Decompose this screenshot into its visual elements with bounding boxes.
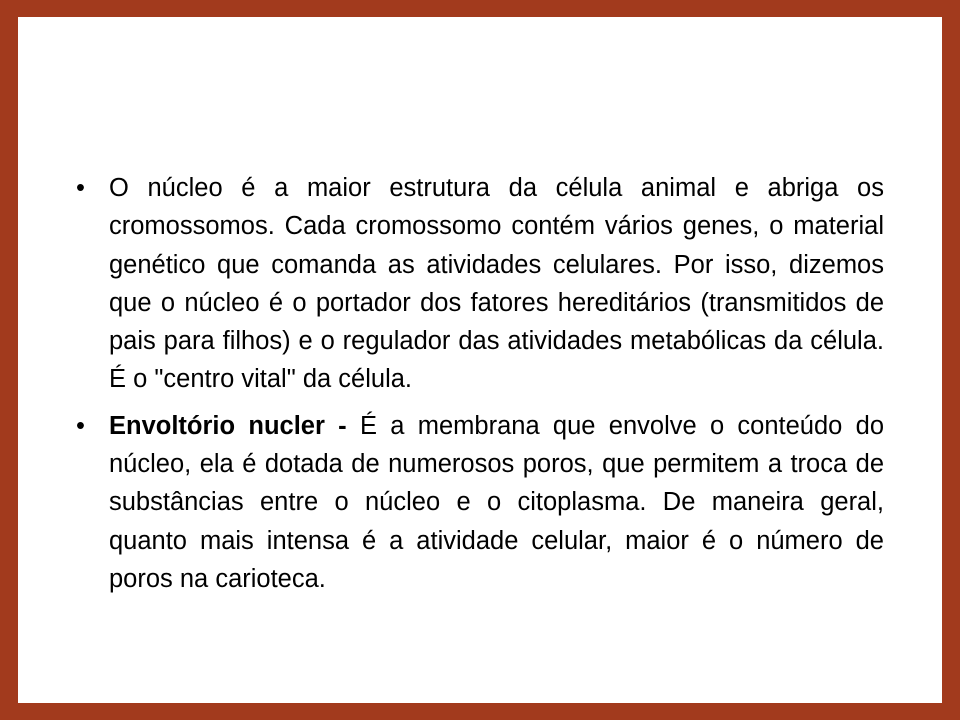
bullet-icon: • [76,174,85,202]
bullet-text: O núcleo é a maior estrutura da célula animal e abriga os cromossomos. Cada cromossomo contém vários genes, o material genético que comanda as atividades celulares. Por isso, dizemos que o núcleo é o portador dos fatores hereditários (transmitidos de pais para filhos) e o regulador das atividades metabólicas da célula. É o "centro vital" da célula. [109,174,884,394]
slide-canvas [18,17,942,703]
bullet-nuclear-envelope [76,407,884,598]
bullet-text: É a membrana que envolve o conteúdo do núcleo, ela é dotada de numerosos poros, que permitem a troca de substâncias entre o núcleo e o citoplasma. De maneira geral, quanto mais intensa é a atividade celular, maior é o número de poros na carioteca. [109,411,885,593]
bullet-list [76,169,884,606]
bullet-lead-term: Envoltório nucler - [109,411,360,440]
bullet-nucleus [76,169,884,399]
bullet-icon: • [76,411,85,440]
